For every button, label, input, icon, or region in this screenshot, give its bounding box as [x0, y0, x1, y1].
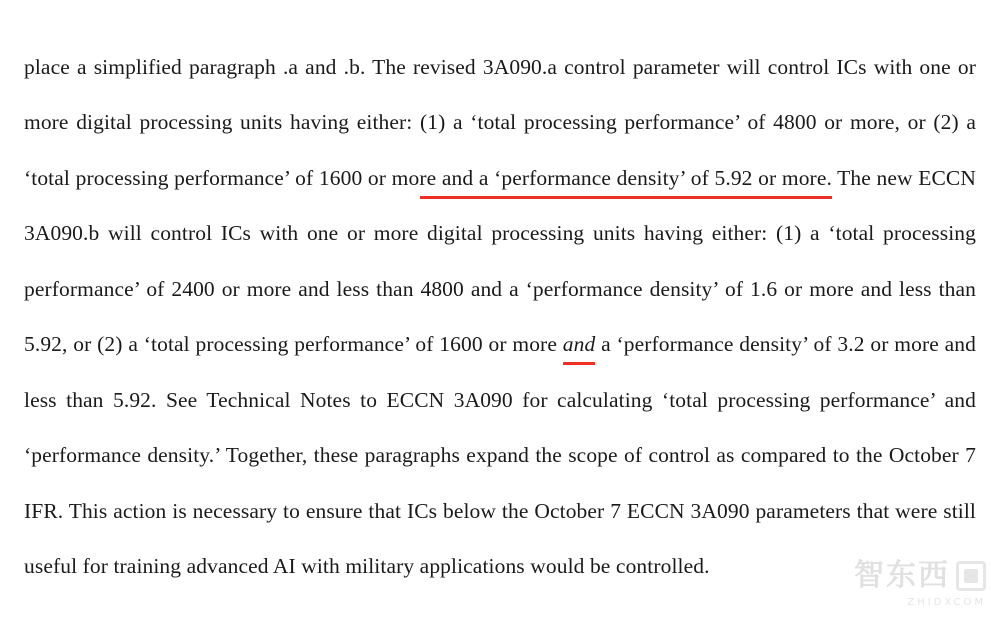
paragraph-segment-plain-1: place a simplified paragraph .a and .b. The revised 3A090.a control parameter will control ICs with one or more digital processing units having either:: [24, 54, 976, 134]
highlighted-clause-3a090a: (1) a ‘total processing performance’ of 4800 or more, or (2) a ‘total processing performance’ of 1600 or more and a ‘performance density’ of 5.92 or more.: [24, 110, 977, 190]
highlighted-clause-3a090b-part1: (1) a ‘total processing performance’ of 2400 or more and less than 4800 and a ‘performance density’ of 1.6 or more and less than 5.92, or (2) a ‘total processing performance’ of 1600 or more: [24, 221, 976, 356]
paragraph-segment-plain-3: See Technical Notes to ECCN 3A090 for calculating ‘total processing performance’ and ‘performance density.’ Together, these paragraphs expand the scope of control as compared to the October 7 IFR. This action is necessary to ensure that ICs below the October 7 ECCN 3A090 parameters that were still useful for training advanced AI with military applications would be controlled.: [24, 387, 976, 578]
body-paragraph: [24, 40, 976, 595]
watermark-logo-subtext: ZHIDXCOM: [907, 597, 986, 608]
highlighted-clause-3a090b-part2: a ‘performance density’ of 3.2 or more and less than 5.92.: [24, 332, 976, 412]
highlighted-clause-emphasis-and: and: [562, 332, 596, 356]
watermark-logo-text: 智东西: [854, 558, 950, 593]
paragraph-segment-plain-2: The new ECCN 3A090.b will control ICs with one or more digital processing units having either:: [24, 165, 976, 245]
